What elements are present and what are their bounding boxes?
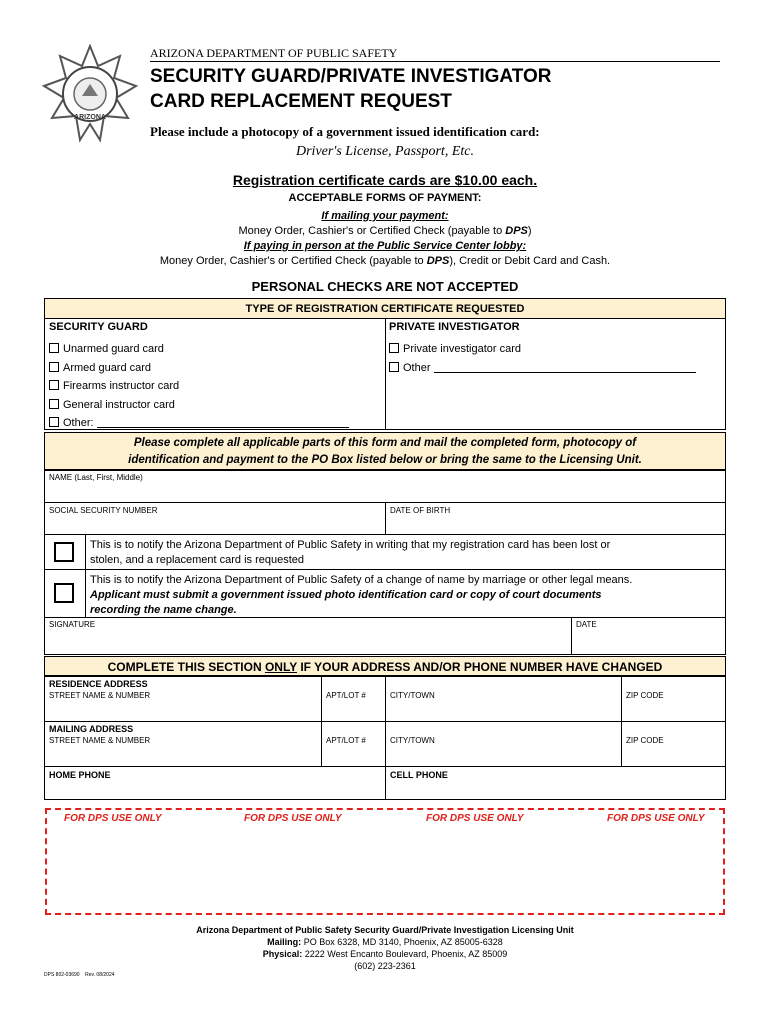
residence-zip-field[interactable]: ZIP CODE (621, 676, 726, 722)
dps-use-only-label: FOR DPS USE ONLY (244, 813, 342, 824)
no-personal-checks: PERSONAL CHECKS ARE NOT ACCEPTED (251, 279, 519, 294)
address-section-heading: COMPLETE THIS SECTION ONLY IF YOUR ADDRESS AND/OR PHONE NUMBER HAVE CHANGED (44, 656, 726, 676)
ssn-field[interactable]: SOCIAL SECURITY NUMBER (44, 502, 386, 535)
lost-card-statement: This is to notify the Arizona Department of Public Safety in writing that my registration card has been lost or stolen, and a replacement card is requested (90, 539, 611, 566)
checkbox[interactable] (389, 362, 399, 372)
residence-street-field[interactable]: RESIDENCE ADDRESS STREET NAME & NUMBER (44, 676, 322, 722)
checkbox[interactable] (49, 417, 59, 427)
lost-card-checkbox[interactable] (54, 542, 74, 562)
private-investigator-heading: PRIVATE INVESTIGATOR (389, 321, 520, 333)
option-private-investigator[interactable]: Private investigator card (389, 340, 696, 359)
pi-options (389, 340, 696, 377)
mailing-city-field[interactable]: CITY/TOWN (385, 721, 622, 767)
form-title: SECURITY GUARD/PRIVATE INVESTIGATOR CARD REPLACEMENT REQUEST (150, 66, 552, 112)
security-guard-options (49, 340, 349, 433)
dob-field[interactable]: DATE OF BIRTH (385, 502, 726, 535)
residence-apt-field[interactable]: APT/LOT # (321, 676, 386, 722)
checkbox[interactable] (49, 343, 59, 353)
checkbox[interactable] (49, 399, 59, 409)
pi-other-field[interactable] (434, 362, 696, 373)
mailing-street-field[interactable]: MAILING ADDRESS STREET NAME & NUMBER (44, 721, 322, 767)
name-field[interactable]: NAME (Last, First, Middle) (44, 470, 726, 503)
dps-use-only-label: FOR DPS USE ONLY (64, 813, 162, 824)
option-firearms-instructor[interactable]: Firearms instructor card (49, 377, 349, 396)
dps-use-only-box (45, 808, 725, 915)
option-unarmed-guard[interactable]: Unarmed guard card (49, 340, 349, 359)
dps-use-only-label: FOR DPS USE ONLY (607, 813, 705, 824)
mailing-payment-heading: If mailing your payment: (321, 210, 449, 222)
mailing-payment-methods: Money Order, Cashier's or Certified Check (payable to DPS) (238, 225, 532, 237)
footer-phone: (602) 223-2361 (354, 961, 416, 971)
security-guard-heading: SECURITY GUARD (49, 321, 148, 333)
security-other-field[interactable] (97, 417, 349, 428)
checkbox[interactable] (389, 343, 399, 353)
option-general-instructor[interactable]: General instructor card (49, 396, 349, 415)
payment-heading: ACCEPTABLE FORMS OF PAYMENT: (288, 192, 482, 204)
option-armed-guard[interactable]: Armed guard card (49, 359, 349, 378)
in-person-payment-heading: If paying in person at the Public Service Center lobby: (243, 240, 527, 252)
signature-field[interactable]: SIGNATURE (44, 617, 572, 655)
name-change-checkbox[interactable] (54, 583, 74, 603)
type-section-heading: TYPE OF REGISTRATION CERTIFICATE REQUESTED (44, 298, 726, 318)
footer-unit: Arizona Department of Public Safety Security Guard/Private Investigation Licensing Unit (196, 925, 574, 935)
photocopy-instruction: Please include a photocopy of a government issued identification card: (150, 124, 540, 139)
form-number: DPS 802-03690 Rev. 08/2024 (44, 972, 115, 978)
date-field[interactable]: DATE (571, 617, 726, 655)
id-examples: Driver's License, Passport, Etc. (296, 144, 474, 159)
residence-city-field[interactable]: CITY/TOWN (385, 676, 622, 722)
department-name: ARIZONA DEPARTMENT OF PUBLIC SAFETY (150, 46, 398, 60)
mailing-notice: Please complete all applicable parts of this form and mail the completed form, photocopy of identification and payment to the PO Box listed below or bring the same to the Licensing Unit. (44, 432, 726, 470)
home-phone-field[interactable]: HOME PHONE (44, 766, 386, 800)
name-change-statement: This is to notify the Arizona Department of Public Safety of a change of name by marriage or other legal means. Applicant must submit a government issued photo identification card or copy of court documents recording the name change. (90, 574, 633, 616)
badge-text: ARIZONA (74, 114, 106, 121)
option-pi-other[interactable]: Other (389, 359, 696, 378)
cell-phone-field[interactable]: CELL PHONE (385, 766, 726, 800)
dps-use-only-label: FOR DPS USE ONLY (426, 813, 524, 824)
fee-notice: Registration certificate cards are $10.00 each. (232, 172, 538, 188)
checkbox[interactable] (49, 362, 59, 372)
footer-physical: Physical: 2222 West Encanto Boulevard, Phoenix, AZ 85009 (262, 949, 508, 959)
footer-mailing: Mailing: PO Box 6328, MD 3140, Phoenix, AZ 85005-6328 (267, 937, 503, 947)
type-section-divider (385, 318, 386, 430)
dps-badge-logo (40, 44, 140, 144)
checkbox[interactable] (49, 380, 59, 390)
header-rule (150, 61, 720, 62)
option-security-other[interactable]: Other: (49, 414, 349, 433)
mailing-apt-field[interactable]: APT/LOT # (321, 721, 386, 767)
mailing-zip-field[interactable]: ZIP CODE (621, 721, 726, 767)
in-person-payment-methods: Money Order, Cashier's or Certified Check (payable to DPS), Credit or Debit Card and Cash. (159, 255, 611, 267)
